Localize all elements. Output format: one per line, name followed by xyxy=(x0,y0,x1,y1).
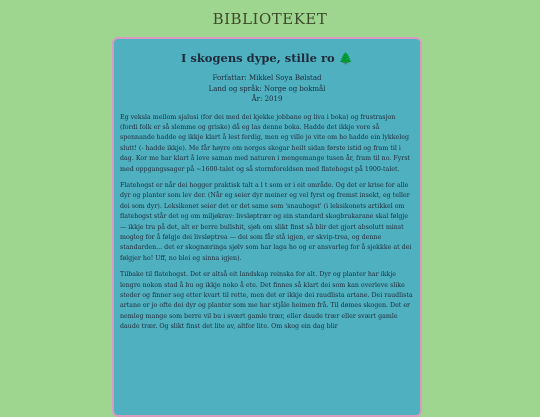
review-paragraph: Tilbake til flatehogst. Det er altså eit landskap reinska for alt. Dyr og planter har ikkje lengre nokon stad å bu og ikkje noko å ete. Det finnes så klart dei som kan overleve slike steder og finner seg etter kvart til rette, men det er ikkje dei raudlista artane. Dei raudlista artane er jo ofte dei dyr og planter som me har stjåle heimen frå. Til dømes skogen. Det er nemleg mange som berre vil bu i svært gamle trær, eller daude trær eller svært gamle daude trær. Og slikt finst det lite av, altfor lite. Om skog ein dag blir xyxy=(120,271,413,331)
book-review-card xyxy=(112,37,422,417)
site-title: BIBLIOTEKET xyxy=(212,10,328,28)
book-title: I skogens dype, stille ro 🌲 xyxy=(180,51,354,65)
year-line: År: 2019 xyxy=(251,95,283,103)
book-meta xyxy=(120,73,414,105)
author-line: Forfattar: Mikkel Soya Bølstad xyxy=(212,74,322,82)
review-paragraph: Eg veksla mellom sjalusi (for dei med dei kjekke jobbane og liva i boka) og frustrasjon (fordi folk er så slemme og griske) då eg las denne boka. Hadde det ikkje vore så spennande hadde eg ikkje klart å lest ferdig, men eg ville jo vite om ho hadde ein lykkeleg slutt! (- hadde ikkje). Me får høyre om norges skogar heilt sidan første istid og fram til i dag. Kor me har klart å leve saman med naturen i mengemange tusen år, fram til no. Fyrst med oppgangssager på ~1600-talet og så stormforeldsen med flatehogst på 1900-talet. xyxy=(120,113,411,173)
review-paragraph: Flatehogst er når dei hogger praktisk talt a l t som er i eit område. Og det er krise for alle dyr og planter som lev der. (Når eg seier dyr meiner eg vel fyrst og fremst insekt, eg teller dei som dyr). Leksikonet seier det er det same som 'snauhogst' (i leksikonets artikkel om flatehogst står det og om miljøkrav: livsløptrær og ein standard skogbrukarane skal følgje — ikkje tru på det, alt er berre bullshit, sjøh om slikt finst så blir det gjort absolutt minst mogleg for å følgje dei livsløptrea — dei som får stå igjen, er skvip-trea, og denne standarden... det er skognæringa sjølv som har laga ho og er ansvarleg for å sjekkke at dei følgjer ho! Uff, no blei eg sinna igjen). xyxy=(120,181,412,262)
language-line: Land og språk: Norge og bokmål xyxy=(208,84,326,93)
